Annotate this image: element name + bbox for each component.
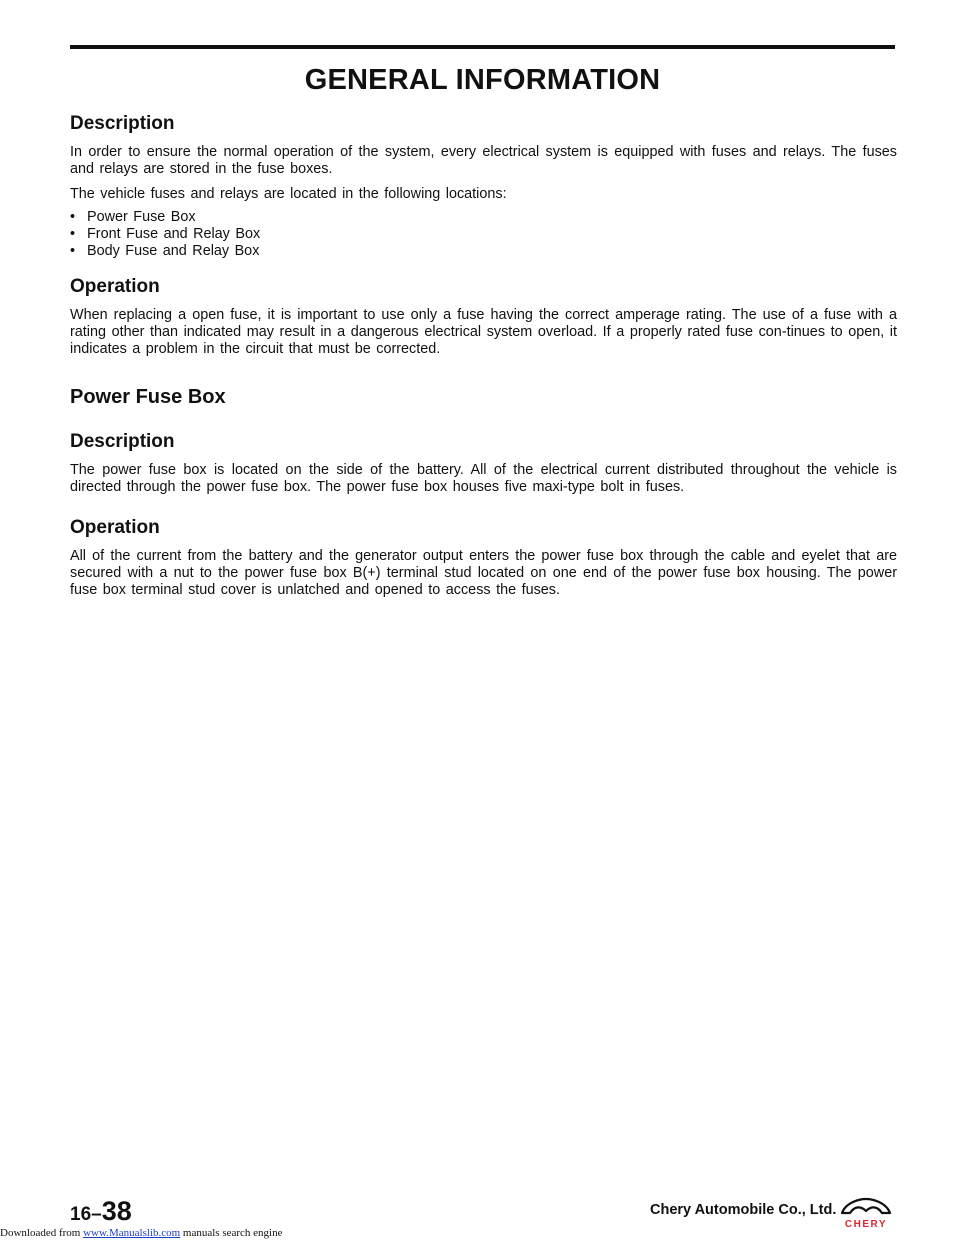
chery-logo-icon [836, 1196, 896, 1230]
list-item: • Front Fuse and Relay Box [70, 226, 261, 242]
manualslib-link[interactable]: www.Manualslib.com [83, 1227, 181, 1239]
fuse-location-list [70, 209, 897, 260]
description-heading: Description [70, 113, 175, 134]
operation-heading: Operation [70, 276, 160, 297]
operation-paragraph: When replacing a open fuse, it is important to use only a fuse having the correct amperage rating. The use of a fuse with a rating other than indicated may result in a dangerous electrical system overload. If a properly rated fuse con-tinues to open, it indicates a problem in the circuit that must be corrected. [70, 307, 897, 357]
svg-text:CHERY: CHERY [844, 1219, 888, 1230]
power-fuse-box-heading: Power Fuse Box [70, 386, 226, 408]
download-footer: Downloaded from www.Manualslib.com manuals search engine [0, 1227, 283, 1239]
page-content [70, 113, 897, 607]
company-name: Chery Automobile Co., Ltd. [650, 1202, 837, 1218]
pfb-operation-heading: Operation [70, 517, 160, 538]
pfb-operation-paragraph: All of the current from the battery and the generator output enters the power fuse box through the cable and eyelet that are secured with a nut to the power fuse box B(+) terminal stud located on one end of the power fuse box housing. The power fuse box terminal stud cover is unlatched and opened to access the fuses. [70, 548, 897, 598]
list-item: • Body Fuse and Relay Box [70, 243, 260, 259]
page-number: 16–38 [70, 1196, 132, 1226]
bullet-icon: • [70, 209, 76, 225]
locations-intro: The vehicle fuses and relays are located in the following locations: [70, 186, 507, 202]
pfb-description-heading: Description [70, 431, 175, 452]
bullet-icon: • [70, 243, 76, 259]
bullet-icon: • [70, 226, 76, 242]
top-rule [70, 45, 895, 49]
page-title: GENERAL INFORMATION [304, 64, 661, 96]
list-item: • Power Fuse Box [70, 209, 196, 225]
pfb-description-paragraph: The power fuse box is located on the side of the battery. All of the electrical current distributed throughout the vehicle is directed through the power fuse box. The power fuse box houses five maxi-type bolt in fuses. [70, 462, 897, 495]
description-paragraph: In order to ensure the normal operation of the system, every electrical system is equipped with fuses and relays. The fuses and relays are stored in the fuse boxes. [70, 144, 897, 177]
